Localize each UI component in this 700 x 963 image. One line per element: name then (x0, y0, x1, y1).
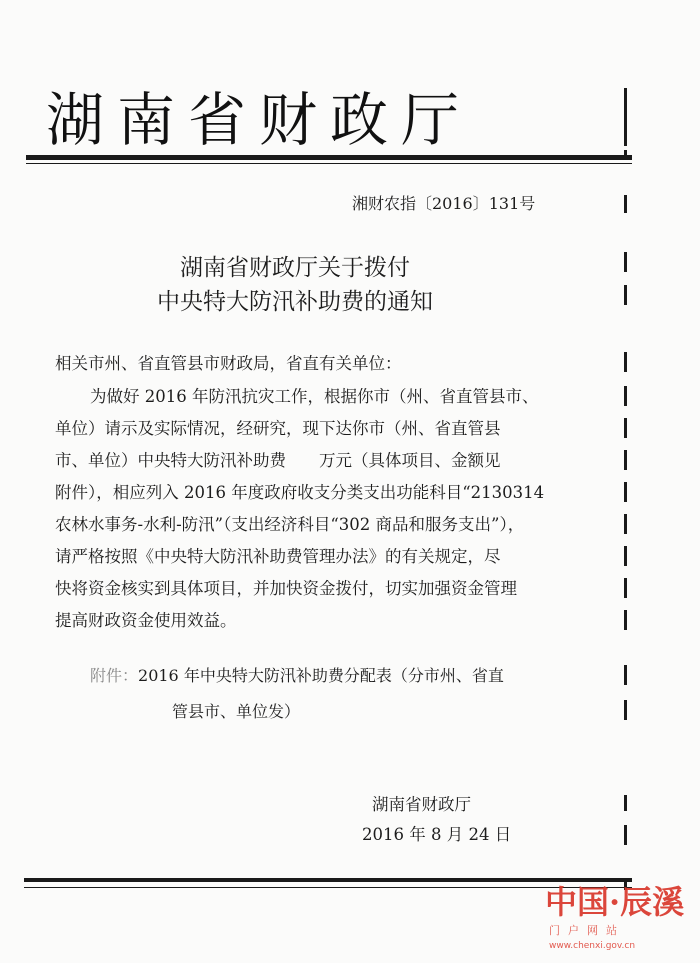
scan-edge-mark (624, 150, 627, 158)
footer-rule-thick (24, 878, 632, 882)
body-line: 为做好 2016 年防汛抗灾工作，根据你市（州、省直管县市、 (90, 387, 539, 406)
body-line: 提高财政资金使用效益。 (55, 611, 237, 630)
document-number: 湘财农指〔2016〕131号 (352, 194, 536, 213)
issue-date: 2016 年 8 月 24 日 (362, 825, 512, 844)
scan-edge-mark (624, 195, 627, 213)
watermark-url: www.chenxi.gov.cn (549, 941, 636, 951)
body-line: 附件），相应列入 2016 年度政府收支分类支出功能科目“2130314 (55, 483, 545, 502)
scan-edge-mark (624, 546, 627, 566)
signer: 湖南省财政厅 (372, 795, 471, 814)
scan-edge-mark (624, 482, 627, 502)
watermark-brand: 中国·辰溪 (545, 883, 685, 921)
scan-edge-mark (624, 252, 627, 272)
scan-edge-mark (624, 825, 627, 845)
scan-edge-mark (624, 88, 627, 146)
body-line: 快将资金核实到具体项目，并加快资金拨付，切实加强资金管理 (55, 579, 517, 598)
body-line: 市、单位）中央特大防汛补助费 万元（具体项目、金额见 (55, 451, 501, 470)
attachment-line-2: 管县市、单位发） (172, 702, 301, 721)
attachment-line-1 (90, 664, 504, 688)
body-line: 农林水事务-水利-防汛”（支出经济科目“302 商品和服务支出”）， (55, 515, 525, 534)
scan-edge-mark (624, 610, 627, 630)
attachment-label: 附件： (90, 666, 139, 685)
scan-edge-mark (624, 285, 627, 305)
header-rule-thin (26, 163, 632, 164)
site-watermark (545, 880, 695, 960)
watermark-subtitle: 门户网站 (549, 924, 625, 937)
scan-edge-mark (624, 418, 627, 438)
issuing-authority-header: 湖南省财政厅 (46, 86, 473, 154)
scan-edge-mark (624, 700, 627, 720)
body-line: 请严格按照《中央特大防汛补助费管理办法》的有关规定，尽 (55, 547, 501, 566)
scan-edge-mark (624, 450, 627, 470)
document-title-line-2: 中央特大防汛补助费的通知 (157, 289, 433, 315)
footer-rule-thin (24, 887, 632, 888)
body-line: 单位）请示及实际情况，经研究，现下达你市（州、省直管县 (55, 419, 501, 438)
scan-edge-mark (624, 795, 627, 811)
scan-edge-mark (624, 514, 627, 534)
scan-edge-mark (624, 386, 627, 406)
scan-edge-mark (624, 352, 627, 372)
header-rule-thick (26, 155, 632, 160)
attachment-text: 2016 年中央特大防汛补助费分配表（分市州、省直 (138, 666, 504, 685)
scan-edge-mark (624, 665, 627, 685)
document-title-line-1: 湖南省财政厅关于拨付 (180, 255, 410, 281)
salutation: 相关市州、省直管县市财政局，省直有关单位： (55, 354, 402, 373)
scan-edge-mark (624, 578, 627, 598)
